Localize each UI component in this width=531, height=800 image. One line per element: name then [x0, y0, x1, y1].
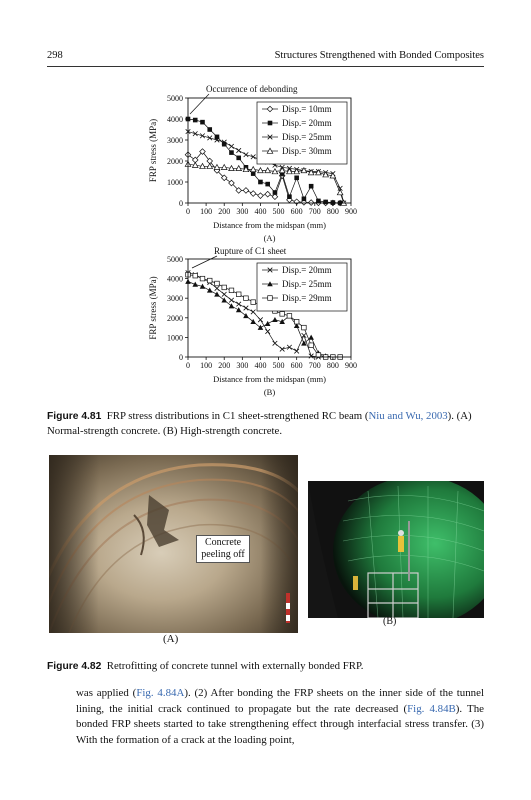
- chart-a: [0, 78, 531, 248]
- chart-a-x-tick-label: 600: [290, 207, 303, 216]
- chart-b-series-1-point: [244, 306, 249, 311]
- chart-a-legend-entry: Disp.= 30mm: [282, 146, 332, 156]
- chart-b-x-tick-label: 700: [308, 361, 321, 370]
- chart-b-y-tick-label: 4000: [167, 274, 183, 284]
- chart-b-series-3-point: [236, 292, 241, 297]
- chart-b-series-3-point: [200, 276, 205, 281]
- body-text-3: ). The bonded FRP sheets started to take strengthening effect through interfacial stress transfer. (3) With the formation of a crack at the loading point,: [76, 702, 484, 746]
- chart-a-series-3-point: [251, 155, 256, 160]
- chart-b-legend-entry: Disp.= 29mm: [282, 293, 332, 303]
- figure-4-82-caption: [47, 659, 484, 674]
- fig-4-84b-link[interactable]: Fig. 4.84B: [407, 702, 456, 715]
- chart-a-y-tick-label: 1000: [167, 178, 183, 187]
- chart-b-x-tick-label: 400: [254, 361, 267, 370]
- chart-b-y-tick-label: 1000: [167, 333, 183, 343]
- body-text-1: was applied (: [76, 687, 137, 699]
- chart-b-legend-entry: Disp.= 20mm: [282, 265, 332, 275]
- chart-a-series-3-point: [236, 148, 241, 153]
- chart-b-series-1-point: [302, 333, 307, 338]
- callout-line-2: peeling off: [201, 549, 245, 560]
- chart-b-y-tick-label: 0: [179, 353, 183, 362]
- chart-b-series-1-point: [251, 310, 256, 315]
- chart-a-series-2-point: [316, 199, 321, 204]
- chart-b-x-tick-label: 800: [326, 361, 339, 370]
- chart-b-x-tick-label: 600: [290, 361, 303, 370]
- tunnel-photo-b: [308, 481, 484, 618]
- chart-a-series-3-point: [244, 152, 249, 157]
- chart-b-legend-entry: Disp.= 25mm: [282, 279, 332, 289]
- caption-text: Retrofitting of concrete tunnel with externally bonded FRP.: [106, 660, 364, 672]
- chart-b-y-tick-label: 2000: [167, 313, 183, 323]
- chart-b-series-2-point: [258, 325, 264, 330]
- chart-b-x-tick-label: 500: [272, 361, 285, 370]
- chart-b-series-1-point: [273, 341, 278, 346]
- chart-b-series-1-point: [280, 347, 285, 352]
- chart-b-series-2-point: [221, 297, 227, 302]
- chart-a-legend-entry: Disp.= 20mm: [282, 118, 332, 128]
- chart-b-series-1-point: [265, 329, 270, 334]
- citation-link[interactable]: Niu and Wu, 2003: [368, 410, 448, 422]
- chart-b-series-1-point: [258, 317, 263, 322]
- figure-4-81-caption: [47, 409, 484, 439]
- callout-line-1: Concrete: [204, 537, 242, 548]
- chart-a-series-2-point: [207, 127, 212, 132]
- chart-b-annotation-leader: [192, 256, 217, 268]
- chart-a-y-tick-label: 5000: [167, 94, 183, 103]
- chart-a-series-2-point: [302, 197, 307, 202]
- chart-b-x-tick-label: 0: [186, 361, 190, 370]
- chart-a-series-2-point: [193, 118, 198, 123]
- chart-b-series-3-point: [294, 319, 299, 324]
- chart-a-annotation-leader: [190, 94, 209, 114]
- chart-b-series-3-point: [251, 300, 256, 305]
- figure-4-81-label: Figure 4.81: [47, 411, 102, 422]
- chart-a-series-2-point: [294, 176, 299, 181]
- header-rule: [47, 66, 484, 67]
- chart-a-series-1-point: [243, 188, 249, 194]
- chart-a-series-2-point: [200, 120, 205, 125]
- chart-a-annotation: Occurrence of debonding: [206, 84, 298, 94]
- chart-b-series-3-point: [222, 285, 227, 290]
- chart-a-y-tick-label: 2000: [167, 157, 183, 166]
- chart-a-series-3-point: [229, 144, 234, 149]
- chart-a-x-tick-label: 400: [254, 207, 267, 216]
- chart-b-x-label: Distance from the midspan (mm): [213, 374, 326, 384]
- concrete-peeling-callout: [196, 535, 250, 563]
- chart-a-series-1-point: [258, 193, 264, 199]
- chart-a-series-2-point: [273, 190, 278, 195]
- chart-b-annotation: Rupture of C1 sheet: [214, 246, 287, 256]
- chart-b-x-tick-label: 100: [200, 361, 213, 370]
- chart-b-series-3-point: [229, 288, 234, 293]
- chart-b-y-tick-label: 3000: [167, 294, 183, 304]
- body-paragraph: [76, 686, 484, 748]
- chart-b: [0, 244, 531, 404]
- chart-b-series-2-point: [192, 282, 198, 287]
- chart-a-x-label: Distance from the midspan (mm): [213, 220, 326, 230]
- chart-b-series-2-point: [207, 288, 213, 293]
- chart-b-series-3-point: [280, 312, 285, 317]
- chart-a-x-tick-label: 100: [200, 207, 213, 216]
- chart-b-series-3-point: [215, 281, 220, 286]
- chart-a-x-tick-label: 500: [272, 207, 285, 216]
- chart-a-series-4-point: [279, 168, 285, 173]
- chart-b-series-2-point: [308, 335, 314, 340]
- chart-b-x-tick-label: 200: [218, 361, 231, 370]
- chart-a-y-label: FRP stress (MPa): [148, 118, 158, 183]
- chart-a-series-2-point: [229, 150, 234, 155]
- chart-b-series-3-point: [193, 273, 198, 278]
- caption-text-end: ). (A) Normal-strength concrete. (B) High-strength concrete.: [47, 410, 472, 437]
- chart-a-series-3-point: [200, 134, 205, 139]
- chart-a-x-tick-label: 200: [218, 207, 231, 216]
- chart-b-series-1-point: [294, 349, 299, 354]
- chart-b-series-3-point: [207, 278, 212, 283]
- chart-a-x-tick-label: 800: [326, 207, 339, 216]
- chart-b-y-tick-label: 5000: [167, 255, 183, 264]
- chart-b-legend-marker: [268, 296, 273, 301]
- chart-a-series-1-point: [265, 191, 271, 197]
- chart-b-series-3-point: [287, 314, 292, 319]
- fig-4-84a-link[interactable]: Fig. 4.84A: [136, 687, 185, 699]
- chart-a-panel-label: (A): [263, 233, 276, 243]
- chart-a-series-2-point: [309, 184, 314, 189]
- chart-a-series-2-point: [287, 194, 292, 199]
- chart-b-series-1-point: [287, 345, 292, 350]
- running-title: Structures Strengthened with Bonded Composites: [274, 50, 484, 61]
- chart-a-x-tick-label: 700: [308, 207, 321, 216]
- chart-b-series-2-point: [214, 291, 220, 296]
- photo-b-label: (B): [383, 616, 397, 627]
- chart-a-legend-entry: Disp.= 25mm: [282, 132, 332, 142]
- chart-b-series-1-point: [229, 298, 234, 303]
- chart-a-x-tick-label: 300: [236, 207, 249, 216]
- tunnel-photo-a: [49, 455, 298, 633]
- chart-a-series-2-point: [236, 156, 241, 161]
- chart-b-x-tick-label: 900: [345, 361, 357, 370]
- chart-b-x-tick-label: 300: [236, 361, 249, 370]
- figure-4-82-label: Figure 4.82: [47, 661, 102, 672]
- body-text-2: ). (2) After bonding the FRP sheets on the inner side of the tunnel lining, the initial crack continued to propagate but the rate decreased (: [76, 687, 484, 715]
- chart-b-series-2-point: [265, 321, 271, 326]
- chart-b-series-2-point: [236, 307, 242, 312]
- caption-text: FRP stress distributions in C1 sheet-strengthened RC beam (: [106, 410, 369, 422]
- page-number: 298: [47, 50, 63, 61]
- photo-a-label: (A): [163, 633, 179, 645]
- chart-a-y-tick-label: 3000: [167, 136, 183, 145]
- chart-b-series-1-point: [222, 292, 227, 297]
- chart-b-y-label: FRP stress (MPa): [148, 276, 158, 340]
- chart-a-x-tick-label: 0: [186, 207, 190, 216]
- chart-b-series-3-point: [302, 325, 307, 330]
- chart-a-y-tick-label: 4000: [167, 115, 183, 124]
- chart-a-series-2-point: [265, 182, 270, 187]
- chart-b-series-3-point: [309, 343, 314, 348]
- chart-a-series-3-point: [193, 131, 198, 136]
- chart-b-series-2-point: [272, 317, 278, 322]
- chart-b-series-1-point: [236, 302, 241, 307]
- chart-a-series-3-point: [207, 136, 212, 141]
- chart-a-y-tick-label: 0: [179, 199, 183, 208]
- chart-a-x-tick-label: 900: [345, 207, 357, 216]
- chart-a-legend-marker: [268, 121, 273, 126]
- chart-a-legend-entry: Disp.= 10mm: [282, 104, 332, 114]
- chart-b-panel-label: (B): [263, 387, 276, 397]
- chart-a-series-2-point: [258, 180, 263, 185]
- chart-b-series-1-point: [215, 286, 220, 291]
- chart-a-series-2-point: [323, 200, 328, 205]
- chart-b-series-3-point: [244, 296, 249, 301]
- chart-a-series-1-point: [250, 191, 256, 197]
